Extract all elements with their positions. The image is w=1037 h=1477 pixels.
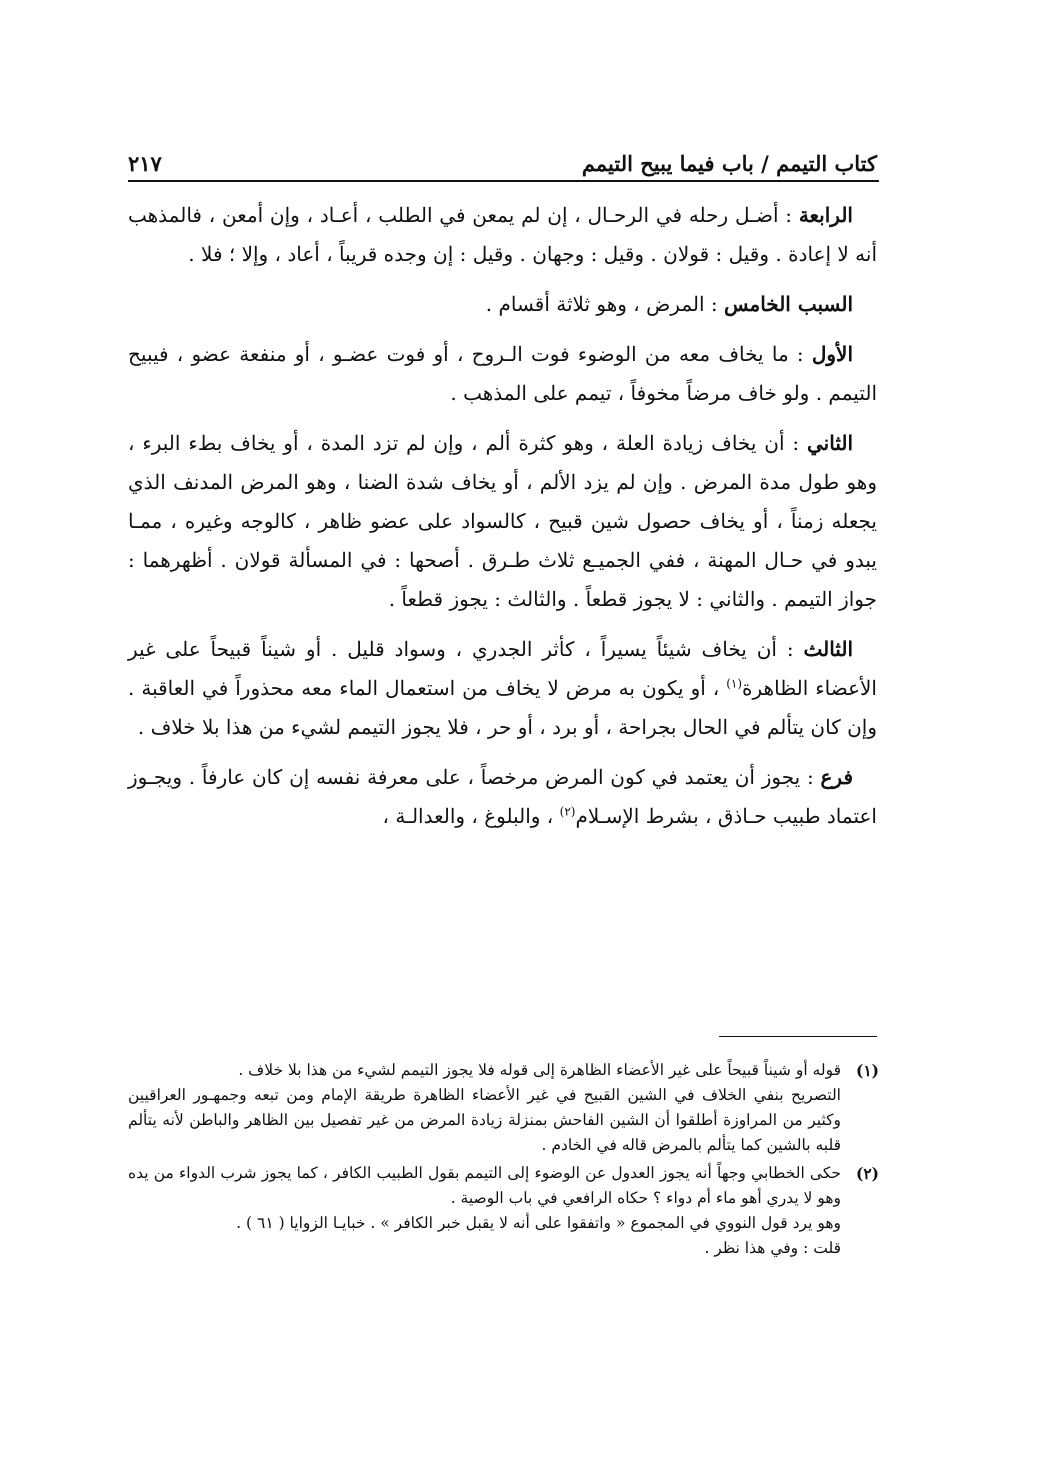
paragraph-fourth [128, 196, 877, 274]
header-rule [128, 180, 879, 182]
footnote-body [128, 1058, 841, 1158]
footnote-line: حكى الخطابي وجهاً أنه يجوز العدول عن الوضوء إلى التيمم بقول الطبيب الكافر ، كما يجوز شرب الدواء من يده وهو لا يدري أهو ماء أم دواء ؟ حكاه الرافعي في باب الوصية . [128, 1164, 841, 1207]
footnote-marker: (٢) [559, 804, 576, 819]
footnote-line: وهو يرد قول النووي في المجموع « واتفقوا على أنه لا يقبل خبر الكافر » . خبايـا الزوايا ( ٦١ ) . [236, 1214, 841, 1232]
paragraph-fifth-cause [128, 285, 877, 324]
footnotes [128, 1058, 879, 1264]
footnote-separator [719, 1036, 877, 1037]
paragraph-text: : يجوز أن يعتمد في كون المرض مرخصاً ، على معرفة نفسه إن كان عارفاً . ويجـوز اعتماد طبيب حـاذق ، بشرط الإسـلام [128, 765, 877, 828]
footnote-line: التصريح بنفي الخلاف في الشين القبيح في غير الأعضاء الظاهرة طريقة الإمام ومن تبعه وجمهـور العراقيين وكثير من المراوزة أطلقوا أن الشين الفاحش بمنزلة زيادة المرض من غير تفصيل بين الظاهر والباطن لأنه يتألم قلبه بالشين كما يتألم بالمرض قاله في الخادم . [128, 1086, 841, 1154]
footnote-number: (٢) [855, 1164, 879, 1183]
paragraph-text: ، والبلوغ ، والعدالـة ، [382, 804, 560, 828]
paragraph-second-section [128, 424, 877, 619]
main-text [128, 196, 877, 847]
paragraph-heading: الثاني [806, 431, 853, 455]
paragraph-branch [128, 758, 877, 836]
paragraph-heading: فرع [820, 765, 853, 789]
paragraph-first-section [128, 335, 877, 413]
paragraph-heading: السبب الخامس [724, 292, 853, 316]
footnote-2 [128, 1161, 879, 1261]
page-number: ٢١٧ [128, 151, 162, 176]
footnote-marker: (١) [726, 676, 743, 691]
paragraph-text: : أضـل رحله في الرحـال ، إن لم يمعن في الطلب ، أعـاد ، وإن أمعن ، فالمذهب أنه لا إعادة . وقيل : قولان . وقيل : وجهان . وقيل : إن وجده قريباً ، أعاد ، وإلا ؛ فلا . [128, 203, 877, 266]
paragraph-text: : أن يخاف زيادة العلة ، وهو كثرة ألم ، وإن لم تزد المدة ، أو يخاف بطء البرء ، وهو طول مدة المرض . وإن لم يزد الألم ، أو يخاف شدة الضنا ، وهو المرض المدنف الذي يجعله زمناً ، أو يخاف حصول شين قبيح ، كالسواد على عضو ظاهر ، كالوجه وغيره ، ممـا يبدو في حـال المهنة ، ففي الجميـع ثلاث طـرق . أصحها : في المسألة قولان . أظهرهما : جواز التيمم . والثاني : لا يجوز قطعاً . والثالث : يجوز قطعاً . [128, 431, 877, 611]
footnote-number: (١) [855, 1061, 879, 1080]
footnote-line: قوله أو شيناً قبيحاً على غير الأعضاء الظاهرة إلى قوله فلا يجوز التيمم لشيء من هذا بلا خلاف . [238, 1061, 841, 1079]
paragraph-text: : ما يخاف معه من الوضوء فوت الـروح ، أو فوت عضـو ، أو منفعة عضو ، فيبيح التيمم . ولو خاف مرضاً مخوفاً ، تيمم على المذهب . [128, 342, 877, 405]
paragraph-heading: الأول [811, 342, 853, 366]
paragraph-text: : المرض ، وهو ثلاثة أقسام . [485, 292, 724, 316]
paragraph-text: ، أو يكون به مرض لا يخاف من استعمال الماء معه محذوراً في العاقبة . وإن كان يتألم في الحال بجراحة ، أو برد ، أو حر ، فلا يجوز التيمم لشيء من هذا بلا خلاف . [128, 676, 877, 739]
footnote-body [128, 1161, 841, 1261]
footnote-1 [128, 1058, 879, 1158]
paragraph-heading: الثالث [803, 637, 853, 661]
running-head [128, 136, 877, 176]
paragraph-heading: الرابعة [798, 203, 853, 227]
chapter-title: كتاب التيمم / باب فيما يبيح التيمم [581, 151, 877, 176]
footnote-line: قلت : وفي هذا نظر . [704, 1239, 841, 1257]
paragraph-text: : أن يخاف شيئاً يسيراً ، كأثر الجدري ، وسواد قليل . أو شيناً قبيحاً على غير الأعضاء الظاهرة [128, 637, 877, 700]
paragraph-third-section [128, 630, 877, 747]
